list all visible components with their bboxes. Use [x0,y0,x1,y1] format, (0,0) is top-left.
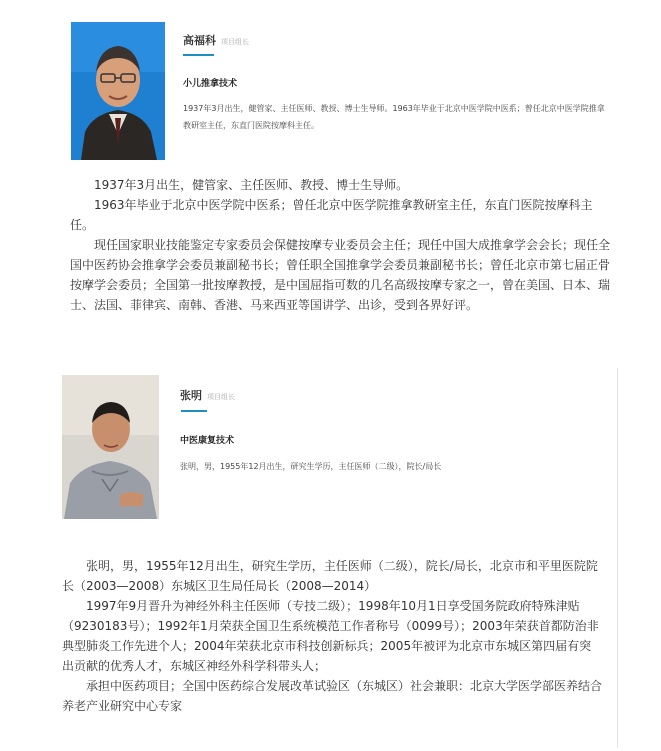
bio-paragraph: 1963年毕业于北京中医学院中医系；曾任北京中医学院推拿教研室主任，东直门医院按摩科主任。 [70,198,593,232]
bio-paragraph: 1997年9月晋升为神经外科主任医师（专技二级）；1998年10月1日享受国务院政府特殊津贴（9230183号）；1992年1月荣获全国卫生系统模范工作者称号（0099号）；2003年荣获首都防治非典型肺炎工作先进个人；2004年荣获北京市科技创新标兵；2005年被评为北京市东城区第四届有突出贡献的优秀人才，东城区神经外科学科带头人； [62,599,599,673]
divider-line [617,368,618,748]
bio-text-zhang [62,556,602,716]
name-underline [183,54,214,56]
person-name: 高福科 项目组长 [183,34,249,47]
technique-title: 中医康复技术 [180,436,235,446]
role-label: 项目组长 [207,393,235,401]
technique-title: 小儿推拿技术 [183,79,238,89]
portrait-photo-gao [71,22,165,160]
bio-paragraph: 现任国家职业技能鉴定专家委员会保健按摩专业委员会主任；现任中国大成推拿学会会长；现任全国中医药协会推拿学会委员兼副秘书长；曾任职全国推拿学会委员兼副秘书长；曾任北京市第七届正骨按摩学会委员；全国第一批按摩教授，是中国屈指可数的几名高级按摩专家之一，曾在美国、日本、瑞士、法国、菲律宾、南韩、香港、马来西亚等国讲学、出诊，受到各界好评。 [70,238,611,312]
role-label: 项目组长 [221,38,249,46]
bio-text-gao [70,175,610,315]
bio-paragraph: 张明，男，1955年12月出生，研究生学历，主任医师（二级），院长/局长，北京市和平里医院院长（2003—2008）东城区卫生局任局长（2008—2014） [62,559,598,593]
bio-paragraph: 承担中医药项目；全国中医药综合发展改革试验区（东城区）社会兼职：北京大学医学部医养结合养老产业研究中心专家 [62,679,603,713]
bio-paragraph: 1937年3月出生，健管家、主任医师、教授、博士生导师。 [94,178,409,192]
short-bio: 张明，男，1955年12月出生，研究生学历，主任医师（二级），院长/局长 [180,462,442,471]
name-underline [181,410,207,412]
portrait-photo-zhang [62,375,159,519]
person-name: 张明 项目组长 [180,389,235,402]
short-bio: 1937年3月出生，健管家、主任医师、教授、博士生导师。1963年毕业于北京中医学院中医系；曾任北京中医学院推拿教研室主任，东直门医院按摩科主任。 [183,104,605,130]
